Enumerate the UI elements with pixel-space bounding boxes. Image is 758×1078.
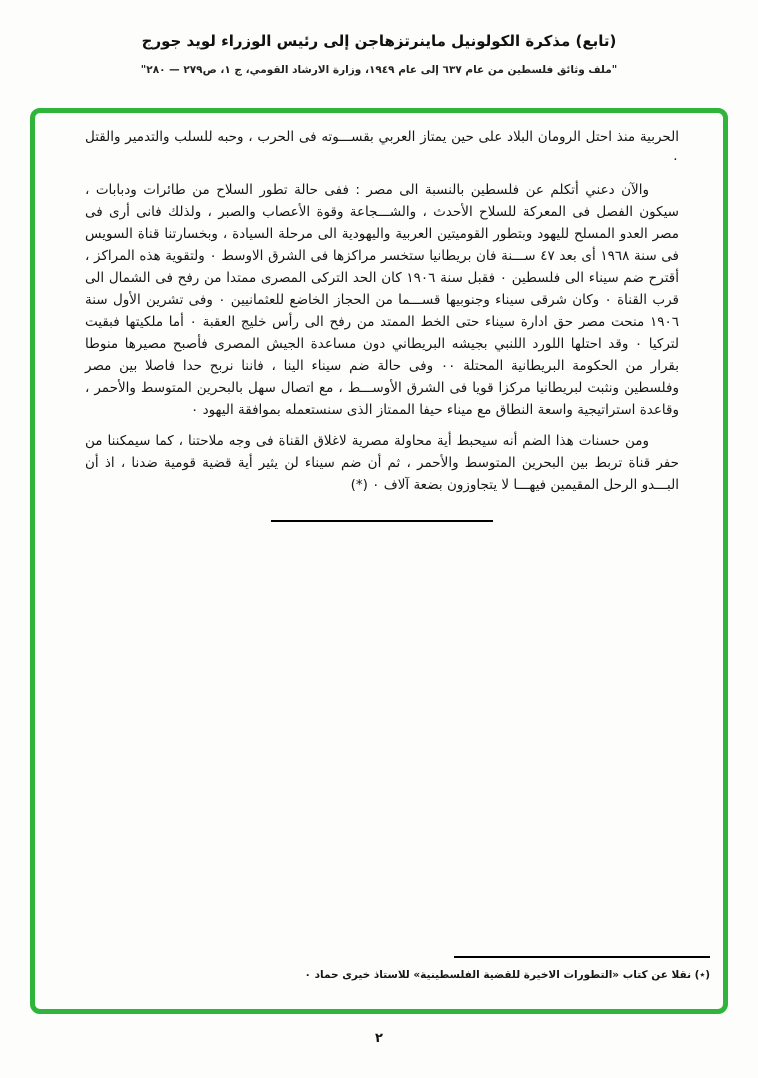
document-title: (تابع) مذكرة الكولونيل ماينرتزهاجن إلى رئيس الوزراء لويد جورج [141,32,617,50]
green-border-frame [30,108,728,1014]
paragraph-2: والآن دعني أتكلم عن فلسطين بالنسبة الى مصر : ففى حالة تطور السلاح من طائرات ودبابات ، سيكون الفصل فى المعركة للسلاح الأحدث ، والشـــجاعة وقوة الأعصاب والصبر ، ولذلك فانى أرى فى مصر العدو المسلح لليهود وبتطور القوميتين العربية واليهودية الى مرحلة السيادة ، وبخسارتنا قناة السويس فى سنة ١٩٦٨ أى بعد ٤٧ ســـنة فان بريطانيا ستخسر مراكزها فى الشرق الاوسط ٠ ولتقوية هذه المراكز ، أقترح ضم سيناء الى فلسطين ٠ فقبل سنة ١٩٠٦ كان الحد التركى المصرى ممتدا من رفح فى الشمال الى قرب القناة ٠ وكان شرقى سيناء وجنوبيها قســـما من الحجاز الخاضع للعثمانيين ٠ وفى تشرين الأول سنة ١٩٠٦ منحت مصر حق ادارة سيناء حتى الخط الممتد من رفح الى رأس خليج العقبة ٠ أما ملكيتها فبقيت لتركيا ٠ وقد احتلها اللورد اللنبي بجيشه البريطاني دون مساعدة الجيش المصرى فأصبح مصيرها منوطا بقرار من الحكومة البريطانية المحتلة ٠٠ وفى حالة ضم سيناء الينا ، فاننا نربح حدا فاصلا بين مصر وفلسطين ونثبت لبريطانيا مركزا قويا فى الشرق الأوســـط ، مع اتصال سهل بالبحرين المتوسط والأحمر ، وقاعدة استراتيجية واسعة النطاق مع ميناء حيفا الممتاز الذى سنستعمله بموافقة اليهود ٠ [85,182,679,418]
document-source-citation: "ملف وثائق فلسطين من عام ٦٣٧ إلى عام ١٩٤٩، وزارة الارشاد القومي، ج ١، ص٢٧٩ — ٢٨٠" [140,64,618,76]
paragraph-1: الحربية منذ احتل الرومان البلاد على حين يمتاز العربي بقســـوته فى الحرب ، وحبه للسلب والتدمير والقتل ٠ [85,129,679,167]
document-body-text [85,126,679,522]
section-divider-line [271,520,493,522]
page-number: ٢ [375,1031,383,1046]
footnote-text: (٭) نقلا عن كتاب «التطورات الاخيرة للقضية الفلسطينية» للاستاذ خيرى حماد ٠ [304,969,710,981]
paragraph-3: ومن حسنات هذا الضم أنه سيحبط أية محاولة مصرية لاغلاق القناة فى وجه ملاحتنا ، كما سيمكننا من حفر قناة تربط بين البحرين المتوسط والأحمر ، ثم أن ضم سيناء لن يثير أية قضية قومية ضدنا ، اذ أن البـــدو الرحل المقيمين فيهـــا لا يتجاوزون بضعة آلاف ٠ (*) [85,433,679,493]
footnote-area [85,956,710,983]
footnote-separator-line [454,956,710,958]
